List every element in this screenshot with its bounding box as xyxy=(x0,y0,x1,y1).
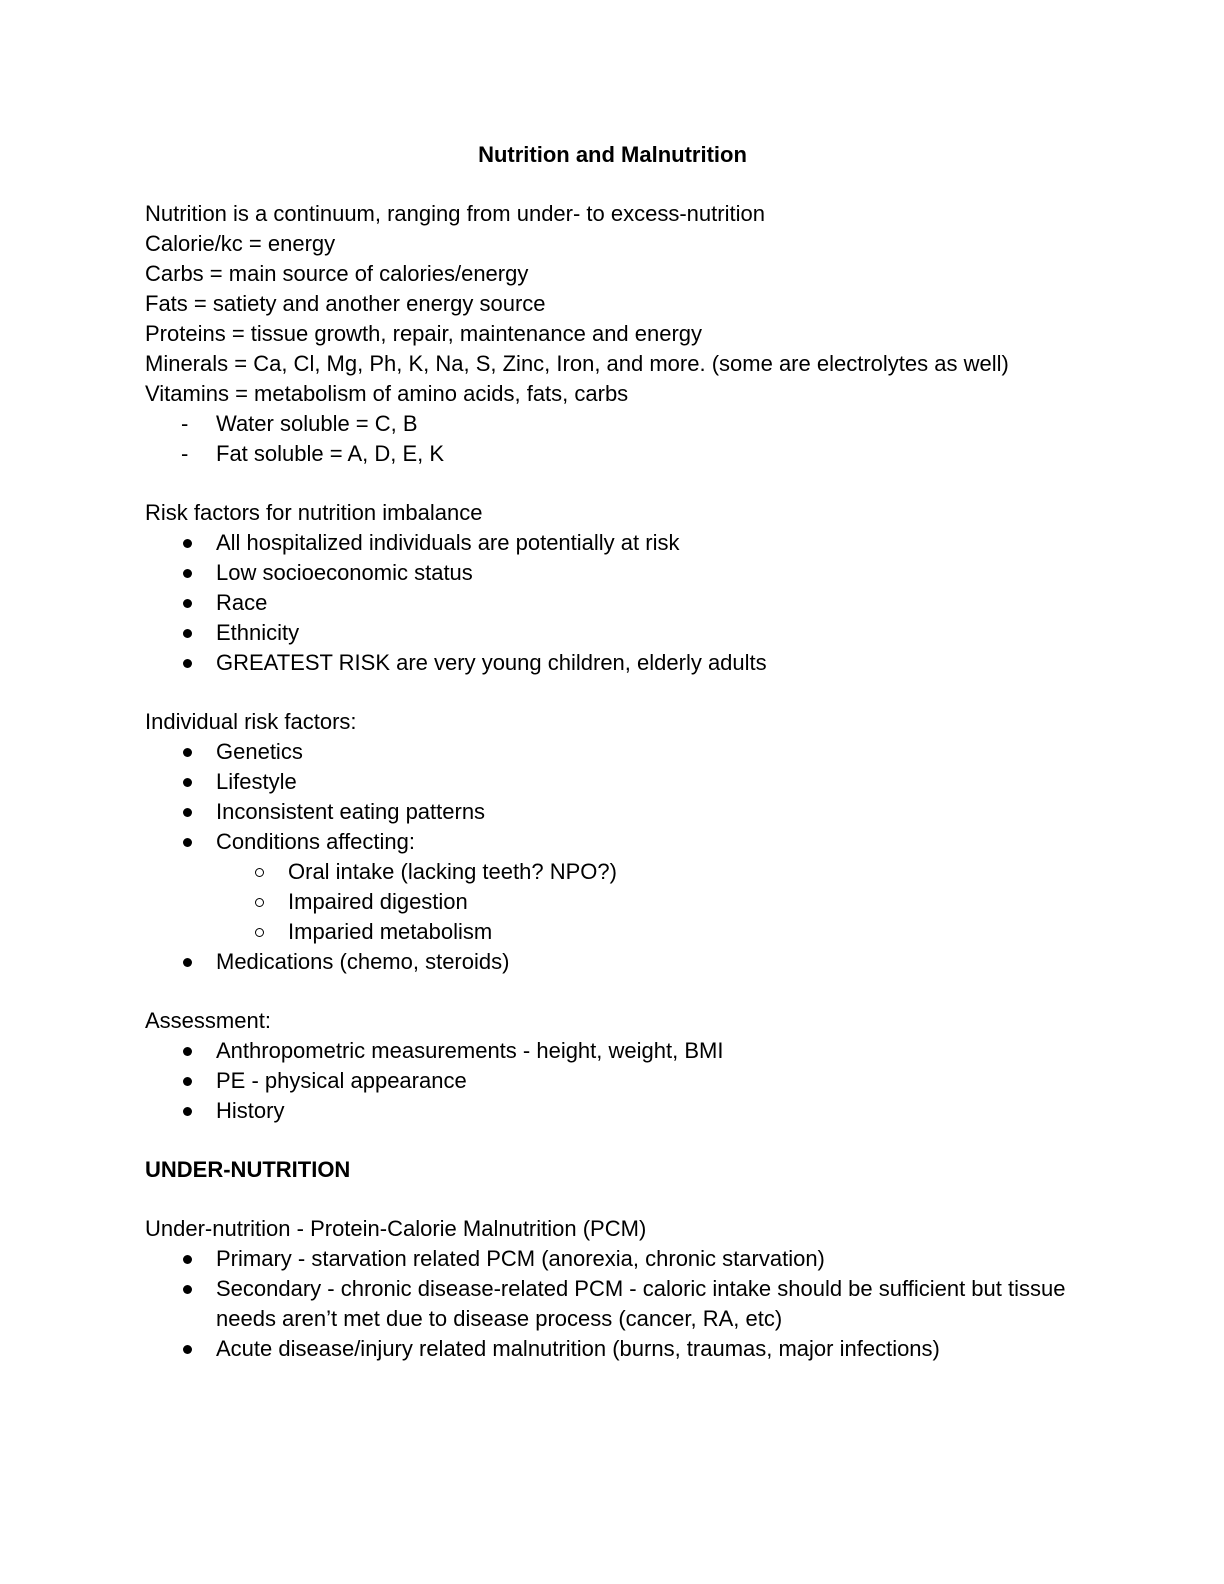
sub-bullet-list-item xyxy=(145,887,1080,917)
bullet-list-item-label: GREATEST RISK are very young children, elderly adults xyxy=(216,650,767,675)
dash-list-item xyxy=(145,439,1080,469)
bullet-list-item xyxy=(145,1036,1080,1066)
doc-title: Nutrition and Malnutrition xyxy=(478,142,747,167)
dash-icon xyxy=(181,439,188,469)
dash-icon xyxy=(181,409,188,439)
section-heading-under-nutrition: UNDER-NUTRITION xyxy=(145,1157,351,1182)
bullet-list-item-label: Secondary - chronic disease-related PCM - caloric intake should be sufficient but tissue needs aren’t met due to disease process (cancer, RA, etc) xyxy=(216,1276,1066,1331)
bullet-icon xyxy=(183,659,192,668)
bullet-icon xyxy=(183,1345,192,1354)
bullet-list-item xyxy=(145,528,1080,558)
intro-line: Fats = satiety and another energy source xyxy=(145,291,546,316)
bullet-list-item xyxy=(145,648,1080,678)
sub-bullet-list-item xyxy=(145,857,1080,887)
dash-list-item-label: Water soluble = C, B xyxy=(216,411,418,436)
bullet-icon xyxy=(183,539,192,548)
bullet-list-item-label: Low socioeconomic status xyxy=(216,560,473,585)
section-heading-risk-factors: Risk factors for nutrition imbalance xyxy=(145,500,483,525)
bullet-list-item-label: Acute disease/injury related malnutrition (burns, traumas, major infections) xyxy=(216,1336,940,1361)
bullet-list-item-label: PE - physical appearance xyxy=(216,1068,467,1093)
bullet-icon xyxy=(183,808,192,817)
bullet-icon xyxy=(183,1077,192,1086)
bullet-icon xyxy=(183,1107,192,1116)
blank-line xyxy=(145,469,1080,498)
bullet-list-item xyxy=(145,1066,1080,1096)
bullet-icon xyxy=(183,778,192,787)
bullet-list-item-label: History xyxy=(216,1098,285,1123)
bullet-icon xyxy=(183,599,192,608)
intro-line: Nutrition is a continuum, ranging from under- to excess-nutrition xyxy=(145,201,765,226)
bullet-icon xyxy=(183,838,192,847)
bullet-icon xyxy=(183,569,192,578)
dash-list-item-label: Fat soluble = A, D, E, K xyxy=(216,441,445,466)
dash-list-item xyxy=(145,409,1080,439)
bullet-list-item xyxy=(145,588,1080,618)
bullet-list-item xyxy=(145,827,1080,857)
circle-bullet-icon xyxy=(255,868,264,877)
blank-line xyxy=(145,170,1080,199)
bullet-list-item xyxy=(145,737,1080,767)
bullet-list-item-label: Lifestyle xyxy=(216,769,297,794)
bullet-list-item-label: Genetics xyxy=(216,739,303,764)
bullet-list-item xyxy=(145,618,1080,648)
bullet-list-item xyxy=(145,1334,1080,1364)
bullet-list-item-label: Race xyxy=(216,590,268,615)
intro-line: Carbs = main source of calories/energy xyxy=(145,261,529,286)
bullet-list-item-label: Inconsistent eating patterns xyxy=(216,799,486,824)
bullet-icon xyxy=(183,1285,192,1294)
bullet-icon xyxy=(183,1047,192,1056)
bullet-list-item-label: Primary - starvation related PCM (anorexia, chronic starvation) xyxy=(216,1246,825,1271)
bullet-list-item xyxy=(145,947,1080,977)
sub-bullet-list-item xyxy=(145,917,1080,947)
bullet-list-item xyxy=(145,1274,1080,1334)
section-heading-individual-risk-factors: Individual risk factors: xyxy=(145,709,357,734)
bullet-list-item-label: All hospitalized individuals are potentially at risk xyxy=(216,530,680,555)
blank-line xyxy=(145,977,1080,1006)
bullet-icon xyxy=(183,748,192,757)
intro-line: Minerals = Ca, Cl, Mg, Ph, K, Na, S, Zinc, Iron, and more. (some are electrolytes as well) xyxy=(145,351,1009,376)
bullet-list-item xyxy=(145,767,1080,797)
bullet-list-item-label: Medications (chemo, steroids) xyxy=(216,949,510,974)
under-nutrition-intro-line: Under-nutrition - Protein-Calorie Malnutrition (PCM) xyxy=(145,1216,647,1241)
bullet-list-item-label: Ethnicity xyxy=(216,620,300,645)
circle-bullet-icon xyxy=(255,898,264,907)
bullet-icon xyxy=(183,958,192,967)
intro-line: Calorie/kc = energy xyxy=(145,231,336,256)
bullet-icon xyxy=(183,629,192,638)
bullet-list-item xyxy=(145,1244,1080,1274)
sub-bullet-list-item-label: Impaired digestion xyxy=(288,889,468,914)
bullet-list-item xyxy=(145,797,1080,827)
bullet-list-item xyxy=(145,558,1080,588)
bullet-list-item-label: Conditions affecting: xyxy=(216,829,415,854)
blank-line xyxy=(145,1185,1080,1214)
sub-bullet-list-item-label: Oral intake (lacking teeth? NPO?) xyxy=(288,859,617,884)
sub-bullet-list-item-label: Imparied metabolism xyxy=(288,919,493,944)
intro-line: Vitamins = metabolism of amino acids, fats, carbs xyxy=(145,381,629,406)
bullet-icon xyxy=(183,1255,192,1264)
bullet-list-item-label: Anthropometric measurements - height, weight, BMI xyxy=(216,1038,724,1063)
blank-line xyxy=(145,678,1080,707)
intro-line: Proteins = tissue growth, repair, maintenance and energy xyxy=(145,321,703,346)
bullet-list-item xyxy=(145,1096,1080,1126)
circle-bullet-icon xyxy=(255,928,264,937)
blank-line xyxy=(145,1126,1080,1155)
section-heading-assessment: Assessment: xyxy=(145,1008,271,1033)
